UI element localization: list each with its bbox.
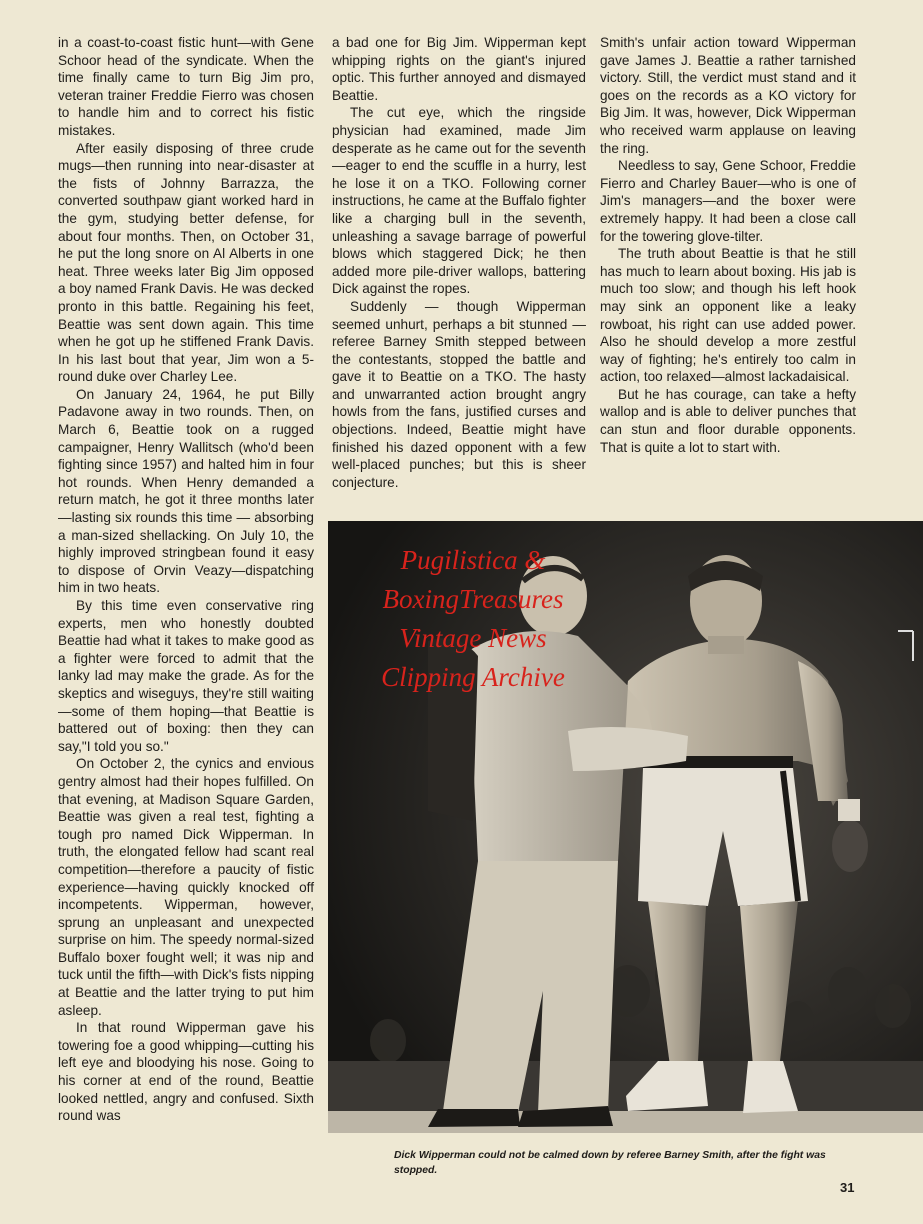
paragraph: The truth about Beattie is that he still has much to learn about boxing. His jab is much too slow; and though his left hook may sink an opponent like a leaky rowboat, his right can use added power. Also he should develop a more zestful way of fighting; he's entirely too calm in action, too relaxed—almost lackadaisical. [600,246,856,385]
page-number: 31 [840,1180,855,1195]
watermark-line: Vintage News [399,623,547,653]
article-column-3 [600,34,856,456]
paragraph: Suddenly — though Wipperman seemed unhurt, perhaps a bit stunned —referee Barney Smith stepped between the contestants, stopped the battle and gave it to Beattie on a TKO. The hasty and unwarranted action brought angry howls from the fans, justified curses and objections. Indeed, Beattie might have finished his dazed opponent with a few well-placed punches; but this is sheer conjecture. [332,298,586,490]
paragraph: a bad one for Big Jim. Wipperman kept whipping rights on the giant's injured optic. This further annoyed and dismayed Beattie. [332,35,586,103]
photo-caption: Dick Wipperman could not be calmed down by referee Barney Smith, after the fight was stopped. [394,1150,826,1176]
paragraph: In that round Wipperman gave his towering foe a good whipping—cutting his left eye and bloodying his nose. Going to his corner at end of the round, Beattie looked nettled, angry and confused. Sixth round was [58,1020,314,1124]
watermark-line: Pugilistica & [400,545,546,575]
paragraph: After easily disposing of three crude mugs—then running into near-disaster at the fists of Johnny Barrazza, the converted southpaw giant worked hard in the gym, studying better defense, for about four months. Then, on October 31, he put the long snore on Al Alberts in one heat. Three weeks later Big Jim opposed a boy named Frank Davis. He was decked pronto in this battle. Regaining his feet, Beattie was sent down again. This time when he got up he stiffened Frank Davis. In his last bout that year, Jim won a 5-round duke over Charley Lee. [58,140,314,385]
archive-watermark [328,541,618,697]
paragraph: Needless to say, Gene Schoor, Freddie Fierro and Charley Bauer—who is one of Jim's managers—and the boxer were extremely happy. It had been a close call for the towering glove-tilter. [600,158,856,244]
paragraph: But he has courage, can take a hefty wallop and is able to deliver punches that can stun and floor durable opponents. That is quite a lot to start with. [600,386,856,455]
watermark-line: BoxingTreasures [382,584,564,614]
paragraph: Smith's unfair action toward Wipperman gave James J. Beattie a rather tarnished victory. Still, the verdict must stand and it goes on the records as a KO victory for Big Jim. It was, however, Dick Wipperman who received warm applause on leaving the ring. [600,35,856,156]
paragraph: By this time even conservative ring experts, men who honestly doubted Beattie had what it takes to make good as a fighter were forced to admit that the lanky lad may make the grade. As for the skeptics and wiseguys, they're still waiting—some of them hoping—that Beattie is battered out of boxing: then they can say,"I told you so." [58,598,314,754]
paragraph: The cut eye, which the ringside physician had examined, made Jim desperate as he came out for the seventh—eager to end the scuffle in a hurry, lest he lose it on a TKO. Following corner instructions, he came at the Buffalo fighter like a charging bull in the seventh, unleashing a savage barrage of powerful blows which staggered Dick; he then added more pile-driver wallops, battering Dick against the ropes. [332,105,586,297]
article-column-1 [58,34,314,1125]
article-column-2 [332,34,586,491]
paragraph: On October 2, the cynics and envious gentry almost had their hopes fulfilled. On that evening, at Madison Square Garden, Beattie was given a real test, fighting a tough pro named Dick Wipperman. In truth, the elongated fellow had scant real competition—therefore a paucity of fistic experience—having quickly knocked off incompetents. Wipperman, however, sprung an unpleasant and unexpected surprise on him. The speedy normal-sized Buffalo boxer fought well; it was nip and tuck until the fifth—with Dick's fists nipping at Beattie and the latter trying to put him asleep. [58,756,314,1018]
paragraph: On January 24, 1964, he put Billy Padavone away in two rounds. Then, on March 6, Beattie took on a rugged campaigner, Henry Wallitsch (who'd been fighting since 1957) and halted him in four hot rounds. When Henry demanded a return match, he got it three months later—lasting six rounds this time — absorbing a man-sized shellacking. On July 10, the highly improved stringbean found it easy to dispose of Orvin Veazy—dispatching him in two heats. [58,386,314,596]
watermark-line: Clipping Archive [381,662,565,692]
paragraph: in a coast-to-coast fistic hunt—with Gene Schoor head of the syndicate. When the time finally came to turn Big Jim pro, veteran trainer Freddie Fierro was chosen to handle him and to correct his fistic mistakes. [58,35,314,138]
